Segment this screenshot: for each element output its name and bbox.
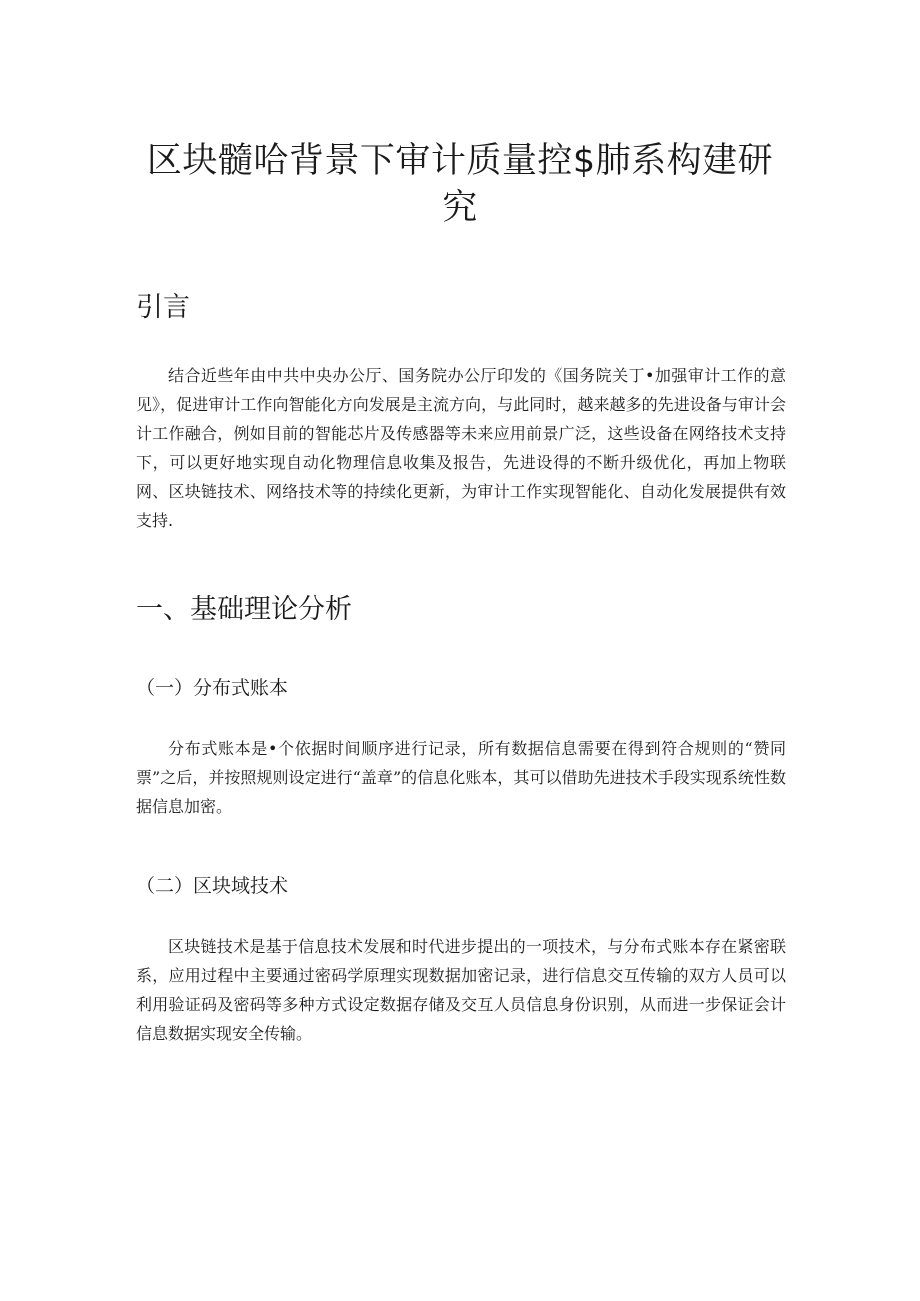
subsection-1-paragraph: 分布式账本是•个依据时间顺序进行记录，所有数据信息需要在得到符合规则的“赞同票”之后，并按照规则设定进行“盖章”的信息化账本，其可以借助先进技术手段实现系统性数据信息加密。 [136,739,786,816]
document-title-line-1: 区块髓哈背景下审计质量控$肺系构建研 [146,141,774,181]
subsection-2-heading: （二）区块域技术 [136,875,289,897]
section-1-heading: 一、基础理论分析 [136,594,352,625]
intro-heading: 引言 [136,292,190,323]
document-title-line-2: 究 [442,188,478,228]
intro-paragraph: 结合近些年由中共中央办公厅、国务院办公厅印发的《国务院关丁•加强审计工作的意见》，促进审计工作向智能化方向发展是主流方向，与此同时，越来越多的先进设备与审计会计工作融合，例如目前的智能芯片及传感器等未来应用前景广泛，这些设备在网络技术支持下，可以更好地实现自动化物理信息收集及报告，先进设得的不断升级优化，再加上物联网、区块链技术、网络技术等的持续化更新，为审计工作实现智能化、自动化发展提供有效支持. [136,366,786,530]
subsection-1-heading: （一）分布式账本 [136,677,289,699]
subsection-2-paragraph: 区块链技术是基于信息技术发展和时代进步提出的一项技术，与分布式账本存在紧密联系，应用过程中主要通过密码学原理实现数据加密记录，进行信息交互传输的双方人员可以利用验证码及密码等多种方式设定数据存储及交互人员信息身份识别，从而进一步保证会计信息数据实现安全传输。 [136,937,786,1043]
